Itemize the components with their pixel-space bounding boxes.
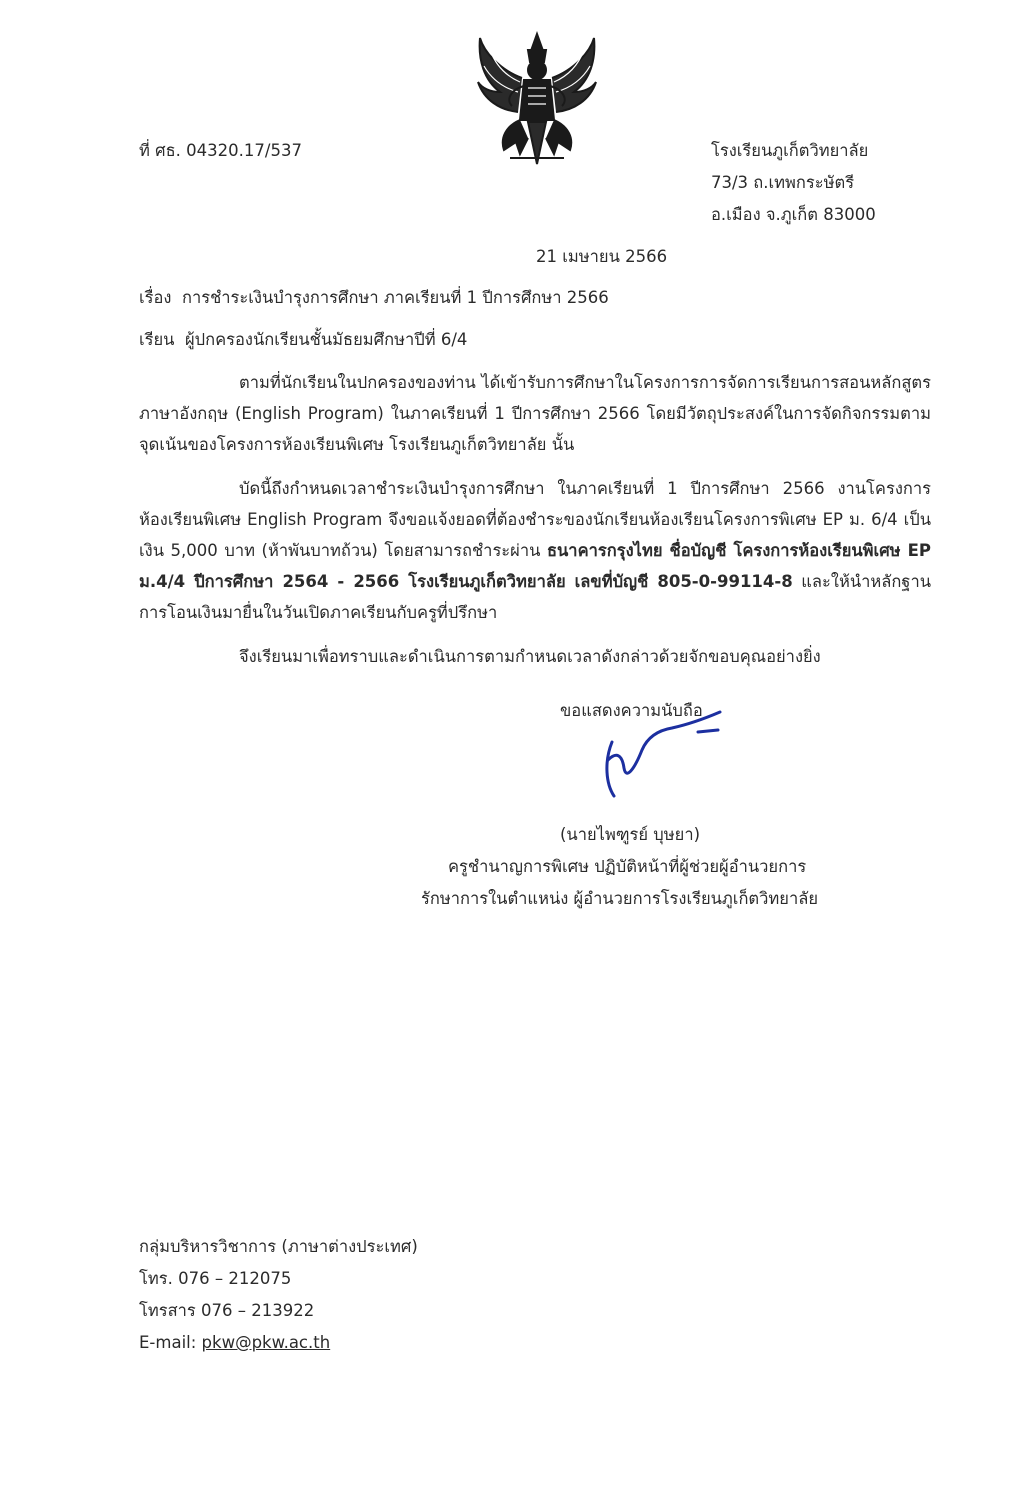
paragraph-intro: ตามที่นักเรียนในปกครองของท่าน ได้เข้ารับการศึกษาในโครงการการจัดการเรียนการสอนหลักสูตรภาษาอังกฤษ (English Program) ในภาคเรียนที่ 1 ปีการศึกษา 2566 โดยมีวัตถุประสงค์ในการจัดกิจกรรมตามจุดเน้นของโครงการห้องเรียนพิเศษ โรงเรียนภูเก็ตวิทยาลัย นั้น [139, 373, 931, 454]
paragraph-closing-request: จึงเรียนมาเพื่อทราบและดำเนินการตามกำหนดเวลาดังกล่าวด้วยจักขอบคุณอย่างยิ่ง [239, 647, 821, 666]
footer-phone: โทร. 076 – 212075 [139, 1269, 292, 1288]
footer-fax: โทรสาร 076 – 213922 [139, 1301, 315, 1320]
signer-acting-position: รักษาการในตำแหน่ง ผู้อำนวยการโรงเรียนภูเก็ตวิทยาลัย [421, 889, 818, 908]
payment-text: บัดนี้ถึงกำหนดเวลาชำระเงินบำรุงการศึกษา ในภาคเรียนที่ 1 ปีการศึกษา 2566 งานโครงการห้องเรียนพิเศษ English Program จึงขอแจ้งยอดที่ต้องชำระของนักเรียนห้องเรียนโครงการพิเศษ EP ม. 6/4 เป็นเงิน 5,000 บาท (ห้าพันบาทถ้วน) โดยสามารถชำระผ่าน [139, 479, 931, 560]
recipient-text: ผู้ปกครองนักเรียนชั้นมัธยมศึกษาปีที่ 6/4 [184, 330, 468, 349]
school-address-line2: อ.เมือง จ.ภูเก็ต 83000 [711, 205, 876, 224]
school-address-line1: 73/3 ถ.เทพกระษัตรี [711, 173, 855, 192]
footer-department: กลุ่มบริหารวิชาการ (ภาษาต่างประเทศ) [139, 1237, 418, 1256]
email-link[interactable]: pkw@pkw.ac.th [201, 1333, 331, 1352]
signer-position: ครูชำนาญการพิเศษ ปฏิบัติหน้าที่ผู้ช่วยผู้อำนวยการ [448, 857, 807, 876]
recipient-label: เรียน [139, 330, 175, 349]
closing-salutation: ขอแสดงความนับถือ [560, 701, 703, 720]
signer-name: (นายไพฑูรย์ บุษยา) [560, 825, 701, 844]
reference-number: ที่ ศธ. 04320.17/537 [139, 141, 302, 160]
payment-tail: และให้นำหลักฐานการโอนเงินมายื่นในวันเปิดภาคเรียนกับครูที่ปรึกษา [139, 572, 931, 622]
footer-email [139, 1332, 330, 1354]
subject-line [139, 287, 609, 309]
bank-account-details: ธนาคารกรุงไทย ชื่อบัญชี โครงการห้องเรียนพิเศษ EP ม.4/4 ปีการศึกษา 2564 - 2566 โรงเรียนภูเก็ตวิทยาลัย เลขที่บัญชี 805-0-99114-8 [139, 541, 931, 591]
recipient-line [139, 329, 467, 351]
handwritten-signature [590, 692, 730, 802]
school-name: โรงเรียนภูเก็ตวิทยาลัย [711, 141, 869, 160]
garuda-emblem-icon [470, 30, 605, 170]
subject-label: เรื่อง [139, 288, 172, 307]
paragraph-payment [139, 473, 931, 628]
email-label: E-mail: [139, 1333, 202, 1352]
letter-date: 21 เมษายน 2566 [536, 247, 668, 266]
subject-text: การชำระเงินบำรุงการศึกษา ภาคเรียนที่ 1 ปีการศึกษา 2566 [181, 288, 609, 307]
